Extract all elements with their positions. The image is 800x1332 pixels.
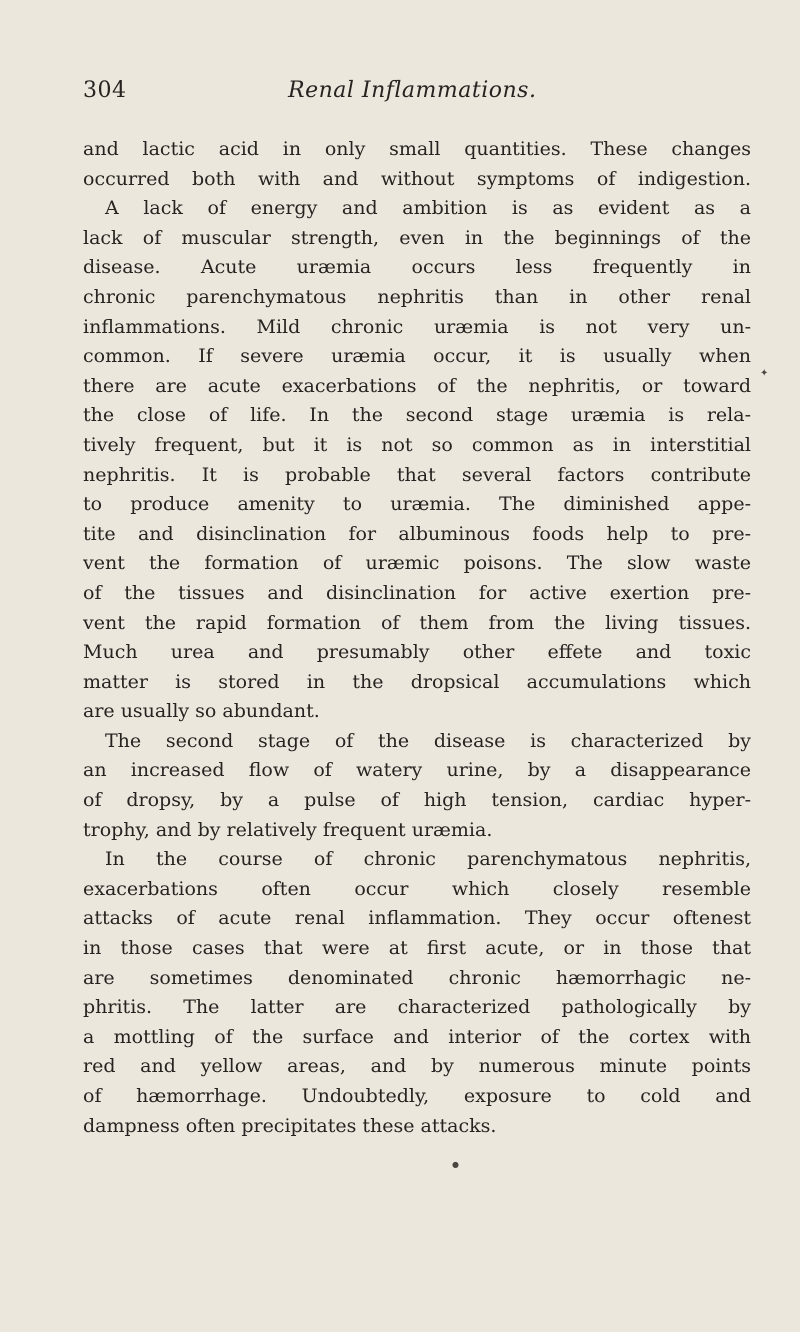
text-line: to produce amenity to uræmia. The diminished appe- xyxy=(83,493,751,516)
text-line: occurred both with and without symptoms of indigestion. xyxy=(83,167,751,190)
print-dot-icon: ● xyxy=(452,1160,459,1169)
running-title: Renal Inflammations. xyxy=(288,78,537,103)
text-line: red and yellow areas, and by numerous minute points xyxy=(83,1055,751,1078)
text-line: there are acute exacerbations of the nephritis, or toward xyxy=(83,374,751,397)
text-line: disease. Acute uræmia occurs less frequently in xyxy=(83,256,751,279)
text-line: tively frequent, but it is not so common as in interstitial xyxy=(83,433,751,456)
page-number: 304 xyxy=(83,78,127,103)
text-line: the close of life. In the second stage uræmia is rela- xyxy=(83,404,751,427)
text-line: In the course of chronic parenchymatous nephritis, xyxy=(105,848,751,871)
running-head xyxy=(83,78,753,118)
text-line: phritis. The latter are characterized pathologically by xyxy=(83,996,751,1019)
body-text xyxy=(83,135,751,1141)
text-line: vent the rapid formation of them from the living tissues. xyxy=(83,611,751,634)
text-line: The second stage of the disease is characterized by xyxy=(105,729,751,752)
text-line: Much urea and presumably other effete and toxic xyxy=(83,641,751,664)
text-line: lack of muscular strength, even in the beginnings of the xyxy=(83,226,751,249)
text-line: dampness often precipitates these attacks. xyxy=(83,1114,497,1137)
text-line: in those cases that were at first acute, or in those that xyxy=(83,937,751,960)
text-line: of the tissues and disinclination for active exertion pre- xyxy=(83,581,751,604)
text-line: trophy, and by relatively frequent uræmia. xyxy=(83,818,493,841)
text-line: an increased flow of watery urine, by a disappearance xyxy=(83,759,751,782)
text-line: common. If severe uræmia occur, it is usually when xyxy=(83,345,751,368)
text-line: of hæmorrhage. Undoubtedly, exposure to cold and xyxy=(83,1085,751,1107)
text-line: inflammations. Mild chronic uræmia is not very un- xyxy=(83,315,751,338)
text-line: A lack of energy and ambition is as evident as a xyxy=(105,197,751,220)
text-line: are sometimes denominated chronic hæmorrhagic ne- xyxy=(83,966,751,989)
text-line: nephritis. It is probable that several factors contribute xyxy=(83,463,751,486)
margin-mark-icon: ✦ xyxy=(760,368,769,379)
text-line: vent the formation of uræmic poisons. The slow waste xyxy=(83,552,751,575)
text-line: exacerbations often occur which closely resemble xyxy=(83,877,751,900)
text-line: of dropsy, by a pulse of high tension, cardiac hyper- xyxy=(83,789,751,812)
text-line: are usually so abundant. xyxy=(83,700,320,723)
text-line: chronic parenchymatous nephritis than in other renal xyxy=(83,285,751,308)
text-line: attacks of acute renal inflammation. They occur oftenest xyxy=(83,907,751,930)
text-line: a mottling of the surface and interior of the cortex with xyxy=(83,1025,751,1048)
text-line: and lactic acid in only small quantities. These changes xyxy=(83,138,751,160)
text-line: matter is stored in the dropsical accumulations which xyxy=(83,670,751,693)
text-line: tite and disinclination for albuminous foods help to pre- xyxy=(83,522,751,545)
